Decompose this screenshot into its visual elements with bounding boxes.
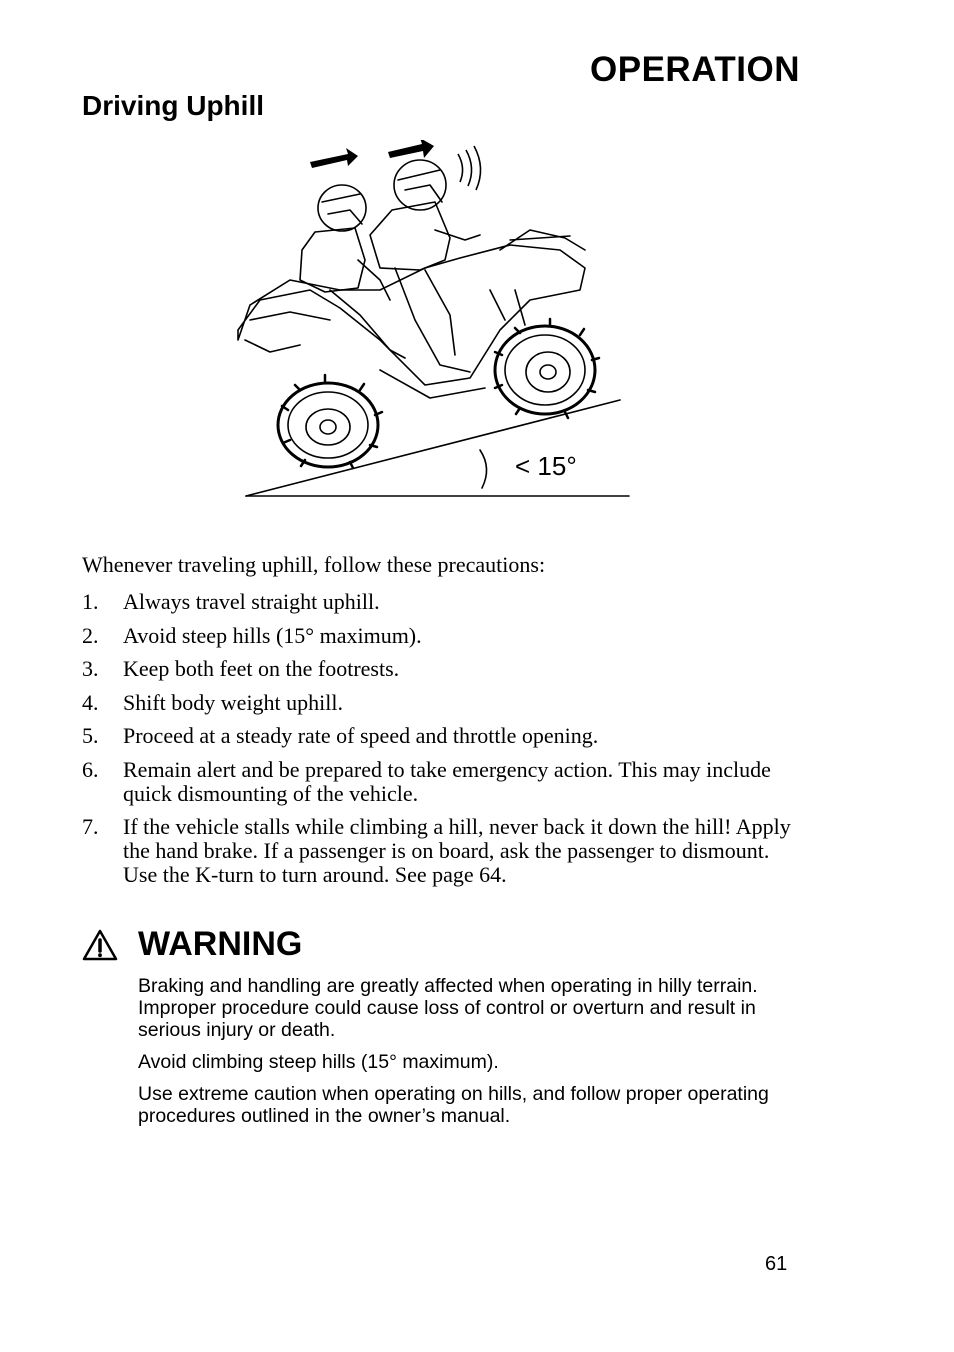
atv-rear-rack [245, 312, 330, 352]
warning-body [138, 975, 803, 1137]
step-number: 2. [82, 622, 99, 648]
atv-uphill-figure [230, 140, 640, 510]
motion-lines [458, 146, 481, 190]
step-text: Always travel straight uphill. [123, 589, 380, 614]
page-number: 61 [765, 1253, 788, 1275]
warning-header [82, 925, 302, 964]
warning-paragraph: Use extreme caution when operating on hills, and follow proper operating procedures outlined in the owner’s manual. [138, 1083, 769, 1127]
warning-triangle-icon [82, 929, 118, 961]
atv-uphill-illustration-icon [230, 140, 640, 510]
step-text: Shift body weight uphill. [123, 689, 343, 715]
page-title: Driving Uphill [82, 90, 264, 121]
angle-arc [480, 450, 487, 488]
motion-arrows [310, 140, 434, 168]
step-text: Keep both feet on the footrests. [123, 656, 400, 681]
step-number: 3. [82, 656, 99, 681]
list-item [82, 691, 802, 715]
step-text: Proceed at a steady rate of speed and throttle opening. [123, 723, 599, 748]
list-item [82, 758, 802, 806]
list-item [82, 724, 802, 748]
step-text: Remain alert and be prepared to take emergency action. This may include quick dismounting of the vehicle. [123, 756, 771, 806]
step-text: Avoid steep hills (15° maximum). [123, 622, 422, 648]
step-number: 1. [82, 589, 99, 614]
list-item [82, 590, 802, 614]
passenger-figure [300, 185, 405, 358]
step-number: 4. [82, 689, 99, 715]
atv-front-rack [500, 230, 585, 250]
warning-paragraph: Braking and handling are greatly affected when operating in hilly terrain. Improper procedure could cause loss of control or overturn and result in serious injury or death. [138, 975, 758, 1041]
atv-body [238, 245, 585, 385]
list-item [82, 624, 802, 648]
list-item [82, 657, 802, 681]
list-item [82, 815, 802, 887]
section-header: OPERATION [590, 50, 800, 89]
angle-label: < 15° [515, 451, 577, 481]
slope-line [246, 400, 620, 496]
step-number: 6. [82, 756, 99, 782]
step-text: If the vehicle stalls while climbing a hill, never back it down the hill! Apply the hand brake. If a passenger is on board, ask the passenger to dismount. Use the K-turn to turn around. See page 64. [123, 814, 791, 887]
warning-title: WARNING [138, 925, 303, 963]
intro-text: Whenever traveling uphill, follow these precautions: [82, 552, 546, 577]
warning-paragraph: Avoid climbing steep hills (15° maximum). [138, 1051, 499, 1073]
step-number: 5. [82, 723, 99, 748]
rear-wheel [278, 383, 378, 467]
atv-suspension [490, 290, 525, 325]
step-number: 7. [82, 814, 99, 839]
front-wheel [495, 326, 595, 414]
driver-figure [370, 160, 480, 372]
precaution-list [82, 590, 802, 897]
